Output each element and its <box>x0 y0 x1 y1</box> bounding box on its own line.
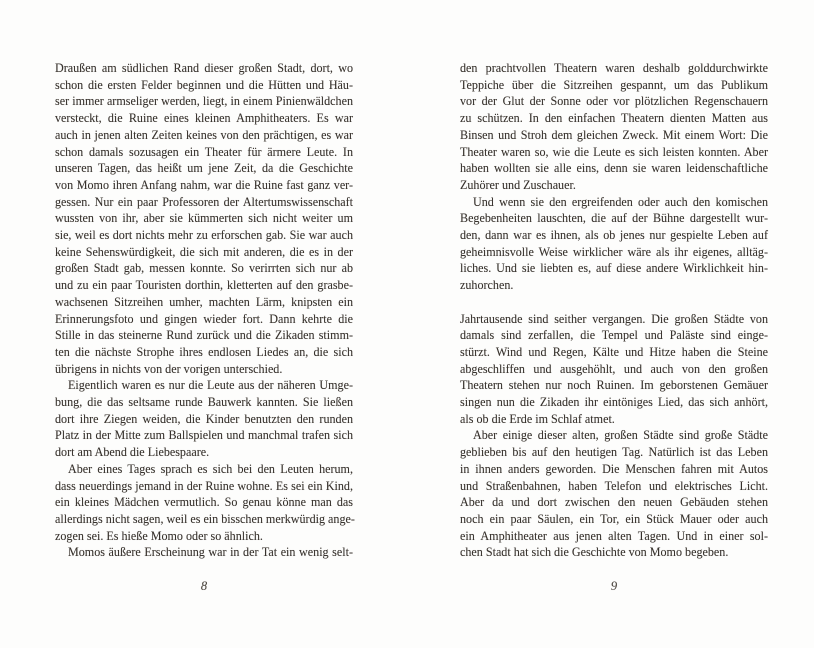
text-line: und zu ein paar Touristen dorthin, kletterten auf den grasbe- <box>55 278 353 293</box>
text-line: allerdings nicht sagen, weil es ein bisschen merkwürdig ange- <box>55 511 355 526</box>
text-line: dort ihre Ziegen weiden, die Kinder benutzten den runden <box>55 411 353 426</box>
text-line: als ob die Erde im Schlaf atmet. <box>460 411 615 426</box>
text-line: Zuhörer und Zuschauer. <box>460 177 576 192</box>
text-line: großen Stadt gab, messen konnte. So verirrten sich nur ab <box>55 261 353 276</box>
text-line: Teppiche über die Sitzreihen gespannt, um das Publikum <box>460 77 768 92</box>
text-line: Theater waren so, wie die Leute es sich leisten konnten. Aber <box>460 144 768 159</box>
text-line: Momos äußere Erscheinung war in der Tat ein wenig selt- <box>68 545 353 560</box>
text-line: Binsen und Stroh dem gleichen Zweck. Mit einem Wort: Die <box>460 127 768 142</box>
text-line: ser immer armseliger werden, liegt, in einem Pinienwäldchen <box>55 94 353 109</box>
text-line: zu schützen. In den einfachen Theatern dienten Matten aus <box>460 111 768 126</box>
text-line: von Momo ihren Anfang nahm, war die Ruine fast ganz ver- <box>55 177 353 192</box>
text-line: Und wenn sie den ergreifenden oder auch den komischen <box>473 194 768 209</box>
text-line: dort am Abend die Liebespaare. <box>55 445 210 460</box>
page-right <box>460 60 768 595</box>
text-line: Aber einige dieser alten, großen Städte sind große Städte <box>473 428 768 443</box>
text-line: ein kleines Mädchen vermutlich. So genau könne man das <box>55 495 353 510</box>
page-left <box>55 60 353 595</box>
text-line: geblieben bis auf den heutigen Tag. Natürlich ist das Leben <box>460 445 768 460</box>
text-line: keine Sehenswürdigkeit, die sich mit anderen, die es in der <box>55 244 353 259</box>
text-line: Erinnerungsfoto und gingen wieder fort. Dann kehrte die <box>55 311 353 326</box>
text-line: Stille in das steinerne Rund zurück und die Zikaden stimm- <box>55 328 353 343</box>
text-line: damals sind zerfallen, die Tempel und Paläste sind einge- <box>460 328 768 343</box>
text-line: geheimnisvolle Weise wirklicher wäre als ihr eigenes, alltäg- <box>460 244 768 259</box>
text-line: singen nun die Zikaden ihr eintöniges Lied, das sich anhört, <box>460 395 768 410</box>
text-line: den prachtvollen Theatern waren deshalb golddurchwirkte <box>460 61 768 75</box>
text-line: Aber da und dort zwischen den neuen Gebäuden stehen <box>460 495 768 510</box>
paragraph <box>460 427 768 561</box>
text-line: liches. Und sie liebten es, auf diese andere Wirklichkeit hin- <box>460 261 768 276</box>
text-line: Begebenheiten lauschten, die auf der Bühne dargestellt wur- <box>460 211 768 226</box>
text-line: noch ein paar Säulen, ein Tor, ein Stück Mauer oder auch <box>460 511 768 526</box>
text-line: bung, die das seltsame runde Bauwerk kannten. Sie ließen <box>55 395 353 410</box>
text-line: chen Stadt hat sich die Geschichte von Momo begeben. <box>460 545 729 560</box>
text-line: ten die nächste Strophe ihres endlosen Liedes an, die sich <box>55 344 353 359</box>
text-line: unseren Tagen, das heißt um jene Zeit, da die Geschichte <box>55 161 353 176</box>
text-line: auch in jenen alten Zeiten keines von den prächtigen, es war <box>55 127 353 142</box>
text-line: dass neuerdings jemand in der Ruine wohne. Es sei ein Kind, <box>55 478 353 493</box>
page-text <box>460 60 768 561</box>
text-line: zuhorchen. <box>460 278 514 293</box>
paragraph <box>55 377 353 461</box>
text-line: Theatern stehen nur noch Ruinen. Im geborstenen Gemäuer <box>460 378 768 393</box>
text-line: vor der Glut der Sonne oder vor plötzlichen Regenschauern <box>460 94 768 109</box>
page-number: 9 <box>610 579 618 594</box>
text-line: wachsenen Sitzreihen umher, machten Lärm, knipsten ein <box>55 294 353 309</box>
text-line: Platz in der Mitte zum Ballspielen und manchmal trafen sich <box>55 428 353 443</box>
text-line: abgeschliffen und ausgehöhlt, und auch von den großen <box>460 361 768 376</box>
text-line: und Straßenbahnen, haben Telefon und elektrisches Licht. <box>460 478 768 493</box>
text-line: ein Amphitheater aus jenen alten Tagen. Und in einer sol- <box>460 528 768 543</box>
text-line: stürzt. Wind und Regen, Kälte und Hitze haben die Steine <box>460 344 768 359</box>
text-line: haben wollten sie alle eins, denn sie waren leidenschaftliche <box>460 161 768 176</box>
paragraph <box>55 544 353 561</box>
text-line: übrigens in nichts von der vorigen unterschied. <box>55 361 283 376</box>
paragraph <box>55 60 353 377</box>
page-text <box>55 60 353 561</box>
text-line: Eigentlich waren es nur die Leute aus der näheren Umge- <box>68 378 353 393</box>
text-line: sie, weil es dort nichts mehr zu erforschen gab. Sie war auch <box>55 228 353 243</box>
paragraph <box>460 60 768 194</box>
page-number: 8 <box>200 579 208 594</box>
text-line: wussten von ihr, aber sie kümmerten sich nicht weiter um <box>55 211 353 226</box>
text-line: versteckt, die Ruine eines kleinen Amphitheaters. Es war <box>55 111 353 126</box>
text-line: Jahrtausende sind seither vergangen. Die großen Städte von <box>460 311 768 326</box>
text-line: zogen sei. Es hieße Momo oder so ähnlich. <box>55 528 263 543</box>
text-line: gessen. Nur ein paar Professoren der Altertumswissenschaft <box>55 194 353 209</box>
paragraph <box>55 461 353 545</box>
paragraph <box>460 194 768 294</box>
text-line: schon die ersten Felder beginnen und die Hütten und Häu- <box>55 77 353 92</box>
text-line: Draußen am südlichen Rand dieser großen Stadt, dort, wo <box>55 61 353 75</box>
text-line: den, dann war es ihnen, als ob jenes nur gespielte Leben auf <box>460 228 768 243</box>
text-line: schon damals sozusagen ein Theater für ärmere Leute. In <box>55 144 353 159</box>
paragraph <box>460 311 768 428</box>
text-line: in ihnen anders geworden. Die Menschen fahren mit Autos <box>460 461 768 476</box>
text-line: Aber eines Tages sprach es sich bei den Leuten herum, <box>68 461 353 476</box>
